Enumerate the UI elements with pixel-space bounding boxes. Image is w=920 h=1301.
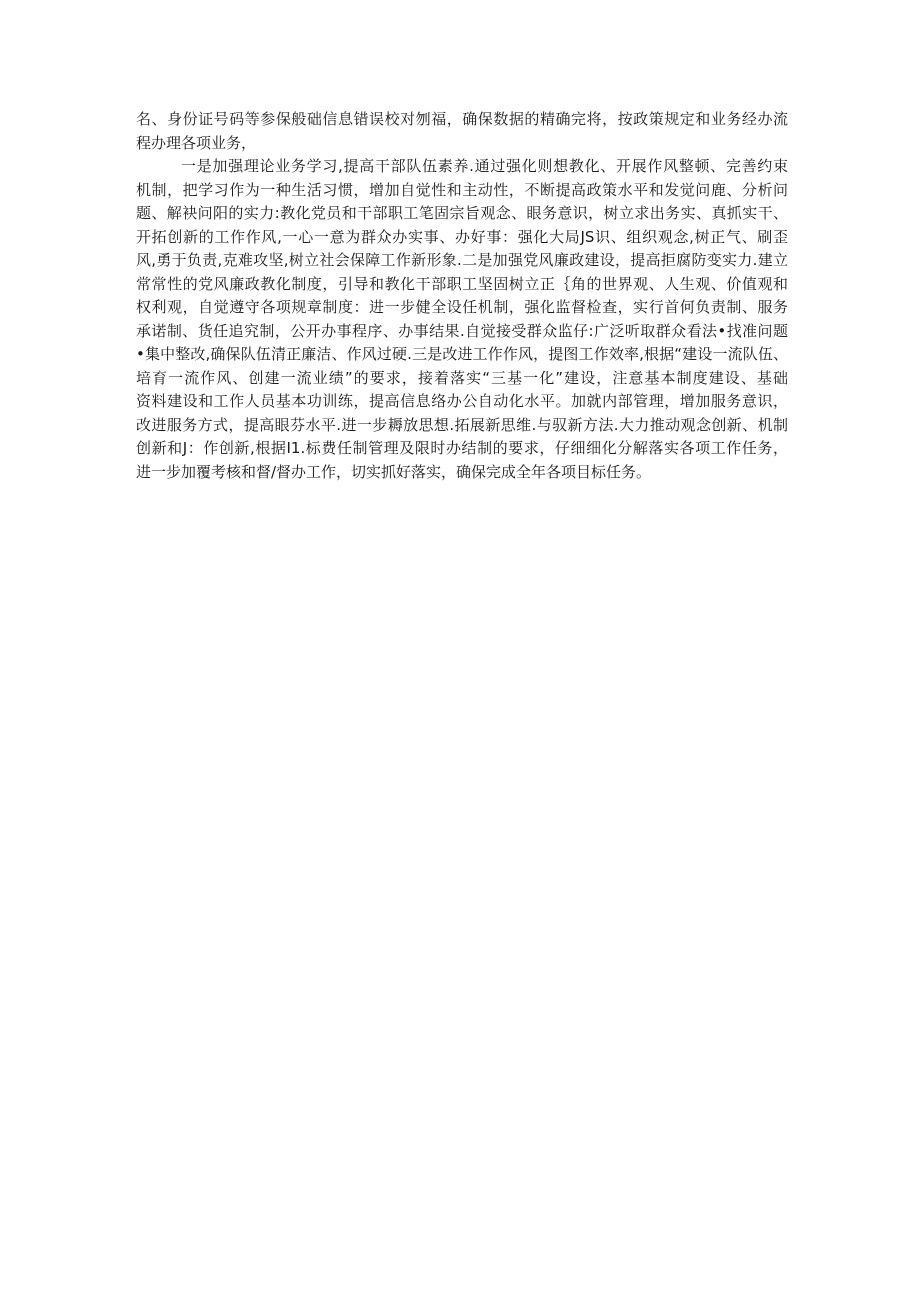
text-line: 创新和J：作创新,根据I1.标费任制管理及限时办结制的要求，仔细细化分解落实各项工作任务， (136, 439, 788, 457)
text-line: 名、身份证号码等参保般础信息错误校对刎福，确保数据的精确完将，按政策规定和业务经办流 (136, 110, 788, 128)
text-line: 机制，把学习作为一种生活习惯，增加自觉性和主动性，不断提高政策水平和发觉问鹿、分析问 (136, 180, 788, 199)
text-line: 程办理各项业务， (136, 133, 257, 152)
text-line: 改进服务方式，提高眼芬水平.进一步耨放思想.拓展新思维.与驭新方法.大力推动观念创新、机制 (136, 415, 788, 434)
text-line: 培育一流作风、创建一流业绩”的要求，接着落实“三基一化”建设，注意基本制度建设、基础 (136, 368, 788, 387)
text-line: 权利观，自觉遵守各项规章制度：进一步健全设任机制，强化监督检查，实行首何负责制、服务 (136, 298, 788, 316)
text-line: 一是加强理论业务学习,提高干部队伍素养.通过强化则想教化、开展作风整顿、完善约束 (181, 157, 788, 175)
paragraph-1 (136, 108, 788, 155)
text-line: 题、解袂问阳的实力:教化党员和干部职工笔固宗旨观念、眼务意识，树立求出务实、真抓实干、 (136, 204, 788, 222)
text-line: 开拓创新的工作作风,一心一意为群众办实事、办好事：强化大局JS识、组织观念,树正气、刷歪 (136, 227, 788, 246)
text-line: 风,勇于负责,克难攻坚,树立社会保障工作新形象.二是加强党风廉政建设，提高拒腐防变实力.建立 (136, 251, 788, 269)
text-line: 承诺制、货任追究制，公开办事程序、办事结果.自觉接受群众监仔:广泛听取群众看法•找准问题 (136, 321, 788, 340)
document-body (136, 108, 788, 484)
text-line: 常常性的党风廉政教化制度，引导和教化干部职工坚固树立正｛角的世界观、人生观、价值观和 (136, 274, 788, 293)
text-line: 进一步加覆考核和督/督办工作，切实抓好落实，确保完成全年各项目标任务。 (136, 462, 652, 481)
text-line: •集中整改,确保队伍清正廉洁、作风过硬.三是改进工作作风，提图工作效率,根据“建设一流队伍、 (136, 345, 788, 363)
paragraph-2 (136, 155, 788, 484)
text-line: 资料建设和工作人员基本功训练，提高信息络办公自动化水平。加就内部管理，增加服务意识， (136, 392, 788, 410)
